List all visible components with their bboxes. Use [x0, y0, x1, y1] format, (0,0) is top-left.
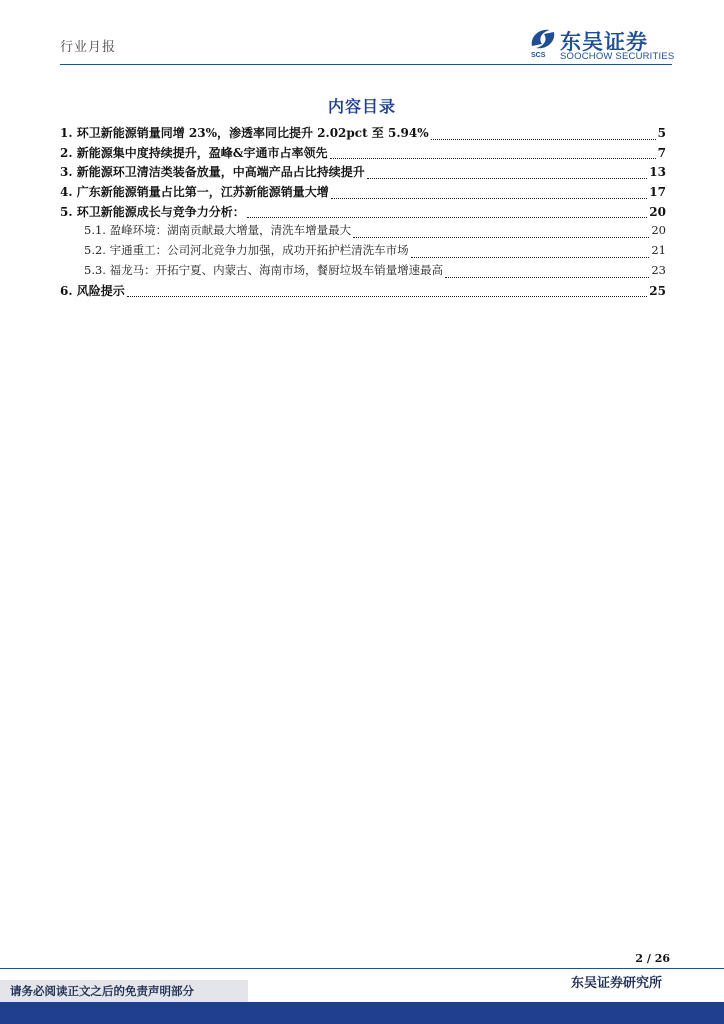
toc-entry-text: 6. 风险提示 [60, 283, 125, 298]
toc-entry-page: 5 [657, 126, 666, 140]
table-of-contents [60, 124, 666, 301]
toc-entry-text: 5.2. 宇通重工：公司河北竞争力加强，成功开拓护栏清洗车市场 [84, 243, 409, 258]
scs-logo-icon [528, 26, 558, 52]
toc-leader-dots [445, 277, 649, 278]
toc-leader-dots [367, 178, 648, 179]
toc-title: 内容目录 [327, 97, 396, 116]
toc-entry-text: 5.1. 盈峰环境：湖南贡献最大增量，清洗车增量最大 [84, 223, 352, 238]
toc-entry[interactable] [60, 163, 666, 183]
toc-entry-page: 20 [651, 223, 666, 238]
logo-english-name: SOOCHOW SECURITIES [560, 51, 675, 62]
brand-logo [528, 26, 678, 62]
toc-entry-text: 5. 环卫新能源成长与竞争力分析： [60, 204, 245, 219]
toc-entry[interactable] [60, 144, 666, 164]
toc-leader-dots [330, 158, 656, 159]
toc-entry-page: 13 [649, 165, 666, 180]
toc-entry[interactable] [60, 183, 666, 203]
toc-leader-dots [431, 139, 656, 140]
logo-chinese-name: 东吴证券 [560, 30, 648, 54]
toc-subentry[interactable] [60, 262, 666, 282]
toc-leader-dots [353, 237, 649, 238]
toc-entry-text: 4. 广东新能源销量占比第一，江苏新能源销量大增 [60, 185, 329, 200]
toc-entry[interactable] [60, 124, 666, 144]
toc-entry-page: 7 [657, 145, 666, 160]
toc-entry-page: 23 [651, 262, 666, 277]
toc-entry-text: 5.3. 福龙马：开拓宁夏、内蒙古、海南市场，餐厨垃圾车销量增速最高 [84, 262, 444, 277]
footer-divider [0, 968, 724, 969]
page-indicator: 2 / 26 [635, 952, 670, 965]
toc-leader-dots [331, 198, 648, 199]
toc-entry-page: 20 [649, 204, 666, 219]
toc-entry[interactable] [60, 203, 666, 223]
toc-leader-dots [127, 296, 648, 297]
toc-entry-page: 25 [649, 283, 666, 298]
logo-mark-text: SCS [531, 52, 546, 59]
toc-leader-dots [247, 217, 648, 218]
toc-subentry[interactable] [60, 222, 666, 242]
toc-subentry[interactable] [60, 242, 666, 262]
toc-entry-text: 3. 新能源环卫清洁类装备放量，中高端产品占比持续提升 [60, 165, 365, 180]
report-category: 行业月报 [60, 40, 117, 55]
header-divider [60, 64, 672, 65]
footer-bar [0, 1002, 724, 1024]
toc-leader-dots [411, 257, 650, 258]
toc-entry-page: 17 [649, 185, 666, 200]
toc-entry-page: 21 [651, 243, 666, 258]
toc-entry[interactable] [60, 282, 666, 302]
disclaimer-notice: 请务必阅读正文之后的免责声明部分 [0, 980, 248, 1002]
institute-name: 东吴证券研究所 [570, 976, 662, 991]
toc-entry-text: 1. 环卫新能源销量同增 23%，渗透率同比提升 2.02pct 至 5.94% [60, 126, 429, 140]
toc-entry-text: 2. 新能源集中度持续提升，盈峰&宇通市占率领先 [60, 145, 328, 160]
